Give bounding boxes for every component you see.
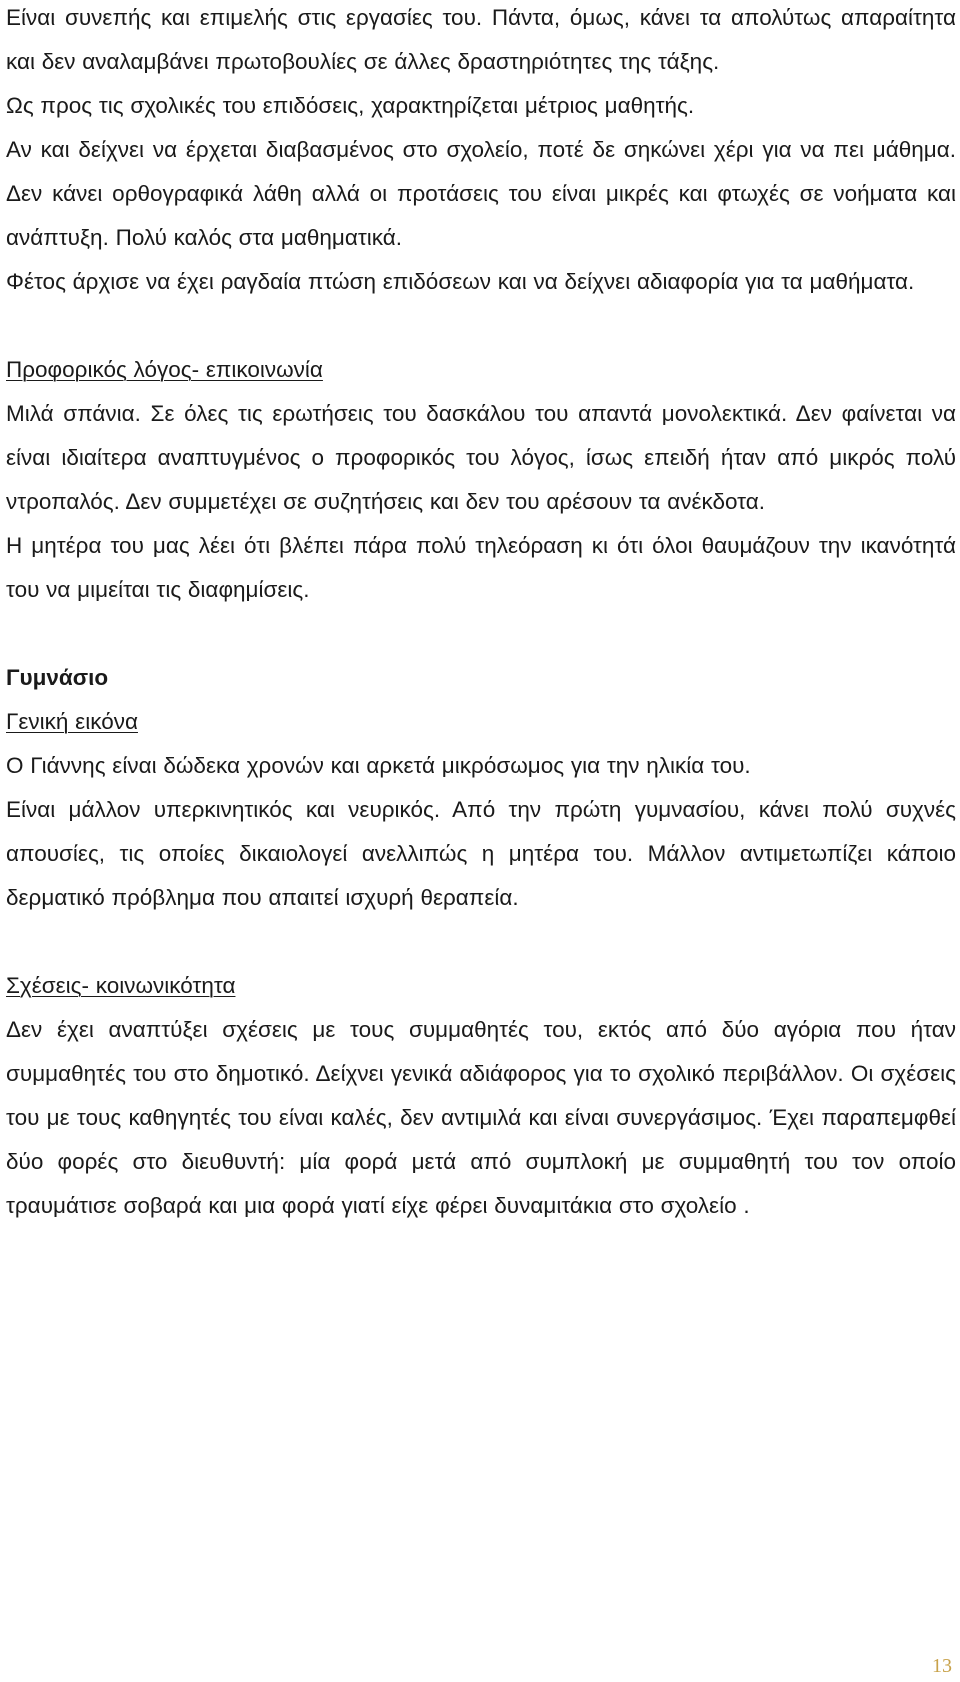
document-page [6,0,956,1228]
paragraph-oral-2: Η μητέρα του μας λέει ότι βλέπει πάρα πολύ τηλεόραση κι ότι όλοι θαυμάζουν την ικανότητά του να μιμείται τις διαφημίσεις. [6,533,956,602]
heading-general-picture: Γενική εικόνα [6,709,138,734]
paragraph-general-2: Είναι μάλλον υπερκινητικός και νευρικός. Από την πρώτη γυμνασίου, κάνει πολύ συχνές απουσίες, τις οποίες δικαιολογεί ανελλιπώς η μητέρα του. Μάλλον αντιμετωπίζει κάποιο δερματικό πρόβλημα που απαιτεί ισχυρή θεραπεία. [6,797,956,910]
paragraph-class-participation: Αν και δείχνει να έρχεται διαβασμένος στο σχολείο, ποτέ δε σηκώνει χέρι για να πει μάθημα. Δεν κάνει ορθογραφικά λάθη αλλά οι προτάσεις του είναι μικρές και φτωχές σε νοήματα και ανάπτυξη. Πολύ καλός στα μαθηματικά. [6,137,956,250]
paragraph-decline: Φέτος άρχισε να έχει ραγδαία πτώση επιδόσεων και να δείχνει αδιαφορία για τα μαθήματα. [6,269,915,294]
spacer [6,304,956,348]
paragraph-relations-1: Δεν έχει αναπτύξει σχέσεις με τους συμμαθητές του, εκτός από δύο αγόρια που ήταν συμμαθητές του στο δημοτικό. Δείχνει γενικά αδιάφορος για το σχολικό περιβάλλον. Οι σχέσεις του με τους καθηγητές του είναι καλές, δεν αντιμιλά και είναι συνεργάσιμος. Έχει παραπεμφθεί δύο φορές στο διευθυντή: μία φορά μετά από συμπλοκή με συμμαθητή του τον οποίο τραυμάτισε σοβαρά και μια φορά γιατί είχε φέρει δυναμιτάκια στο σχολείο . [6,1017,956,1218]
heading-oral-communication: Προφορικός λόγος- επικοινωνία [6,357,323,382]
paragraph-oral-1: Μιλά σπάνια. Σε όλες τις ερωτήσεις του δασκάλου του απαντά μονολεκτικά. Δεν φαίνεται να είναι ιδιαίτερα αναπτυγμένος ο προφορικός του λόγος, ίσως επειδή ήταν από μικρός πολύ ντροπαλός. Δεν συμμετέχει σε συζητήσεις και δεν του αρέσουν τα ανέκδοτα. [6,401,956,514]
page-number: 13 [932,1655,952,1677]
paragraph-general-1: Ο Γιάννης είναι δώδεκα χρονών και αρκετά μικρόσωμος για την ηλικία του. [6,753,751,778]
heading-gymnasium: Γυμνάσιο [6,665,109,690]
spacer [6,612,956,656]
spacer [6,920,956,964]
paragraph-diligence: Είναι συνεπής και επιμελής στις εργασίες του. Πάντα, όμως, κάνει τα απολύτως απαραίτητα και δεν αναλαμβάνει πρωτοβουλίες σε άλλες δραστηριότητες της τάξης. [6,5,956,74]
heading-relations-sociability: Σχέσεις- κοινωνικότητα [6,973,236,998]
paragraph-performance: Ως προς τις σχολικές του επιδόσεις, χαρακτηρίζεται μέτριος μαθητής. [6,93,695,118]
